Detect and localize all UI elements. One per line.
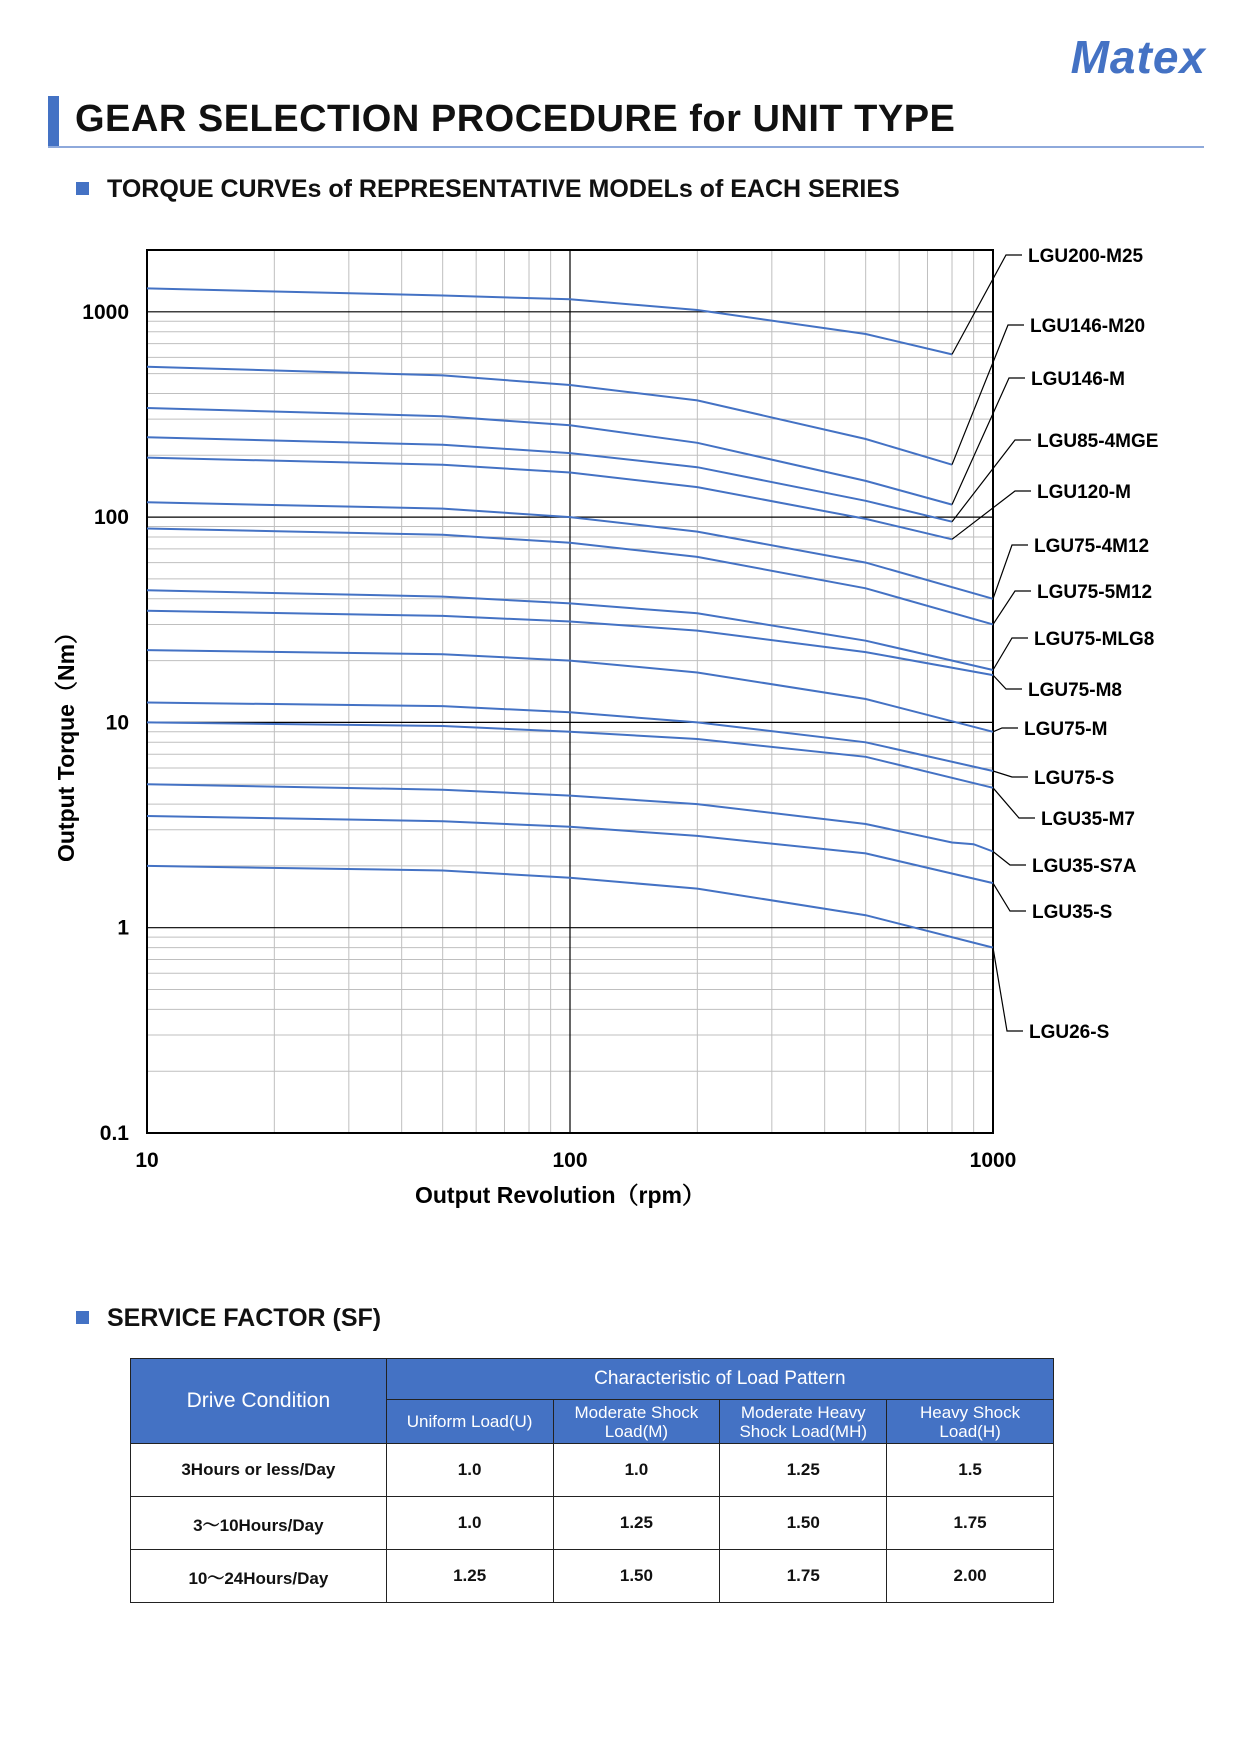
y-tick-label: 1 [117,916,129,940]
table-row [131,1550,1054,1603]
leader-line [952,325,1024,465]
legend-label: LGU35-M7 [1041,809,1135,830]
table-row [131,1497,1054,1550]
series-line-lgu146-m20 [147,367,952,465]
x-tick-label: 10 [135,1149,159,1172]
legend-label: LGU200-M25 [1028,246,1144,267]
legend-label: LGU75-MLG8 [1034,629,1155,650]
column-header-uniform: Uniform Load(U) [386,1400,553,1444]
y-tick-label: 100 [93,506,129,530]
leader-line [993,883,1026,911]
brand-logo: Matex [1070,31,1206,83]
leader-line [993,948,1023,1031]
leader-line [993,728,1018,732]
table-cell: 1.75 [720,1550,887,1603]
leader-line [993,771,1028,777]
y-tick-label: 1000 [82,300,129,324]
table-cell: 1.25 [553,1497,720,1550]
x-axis-label: Output Revolution（rpm） [414,1182,706,1208]
legend-label: LGU35-S7A [1032,856,1137,877]
legend-label: LGU35-S [1032,902,1113,923]
characteristic-header: Characteristic of Load Pattern [386,1359,1053,1400]
section-heading-service [76,1304,381,1333]
drive-condition-header: Drive Condition [131,1359,387,1444]
leader-line [993,591,1031,624]
series-line-lgu85-4mge [147,437,952,522]
legend-label: LGU75-S [1034,768,1115,789]
table-cell: 1.50 [553,1550,720,1603]
legend-label: LGU146-M [1031,369,1125,390]
x-tick-label: 100 [552,1149,588,1172]
column-header-moderate-heavy: Moderate Heavy Shock Load(MH) [720,1400,887,1444]
leader-line [993,638,1028,670]
x-tick-label: 1000 [969,1149,1017,1172]
legend-label: LGU75-M8 [1028,680,1122,701]
table-row [131,1444,1054,1497]
section-heading-torque-text: TORQUE CURVEs of REPRESENTATIVE MODELs of EACH SERIES [107,175,900,203]
table-cell: 1.25 [386,1550,553,1603]
y-axis-label: Output Torque（Nm） [53,620,79,863]
table-cell: 1.50 [720,1497,887,1550]
legend-label: LGU75-M [1024,719,1108,740]
table-cell: 1.25 [720,1444,887,1497]
table-cell: 1.0 [386,1497,553,1550]
leader-line [993,788,1035,818]
row-condition: 3～10Hours/Day [131,1497,387,1550]
legend-label: LGU75-5M12 [1037,582,1153,603]
legend-label: LGU120-M [1037,482,1131,503]
column-header-heavy: Heavy Shock Load(H) [887,1400,1054,1444]
row-condition: 10～24Hours/Day [131,1550,387,1603]
table-cell: 1.5 [887,1444,1054,1497]
section-heading-service-text: SERVICE FACTOR (SF) [107,1304,382,1332]
table-cell: 1.0 [553,1444,720,1497]
leader-line [952,491,1031,539]
column-header-moderate: Moderate Shock Load(M) [553,1400,720,1444]
page-title: GEAR SELECTION PROCEDURE for UNIT TYPE [75,98,956,140]
legend-label: LGU26-S [1029,1022,1110,1043]
table-cell: 1.75 [887,1497,1054,1550]
legend-label: LGU75-4M12 [1034,536,1150,557]
service-factor-table [130,1358,1054,1603]
table-cell: 1.0 [386,1444,553,1497]
leader-line [993,852,1026,866]
y-tick-label: 10 [105,711,129,735]
legend-label: LGU146-M20 [1030,316,1146,337]
y-tick-label: 0.1 [99,1122,129,1145]
leader-line [952,255,1022,354]
bullet-square-icon [76,1311,89,1324]
series-line-lgu120-m [147,458,952,540]
table-cell: 2.00 [887,1550,1054,1603]
leader-line [993,675,1022,689]
series-line-lgu146-m [147,408,952,505]
legend-label: LGU85-4MGE [1037,431,1159,452]
row-condition: 3Hours or less/Day [131,1444,387,1497]
